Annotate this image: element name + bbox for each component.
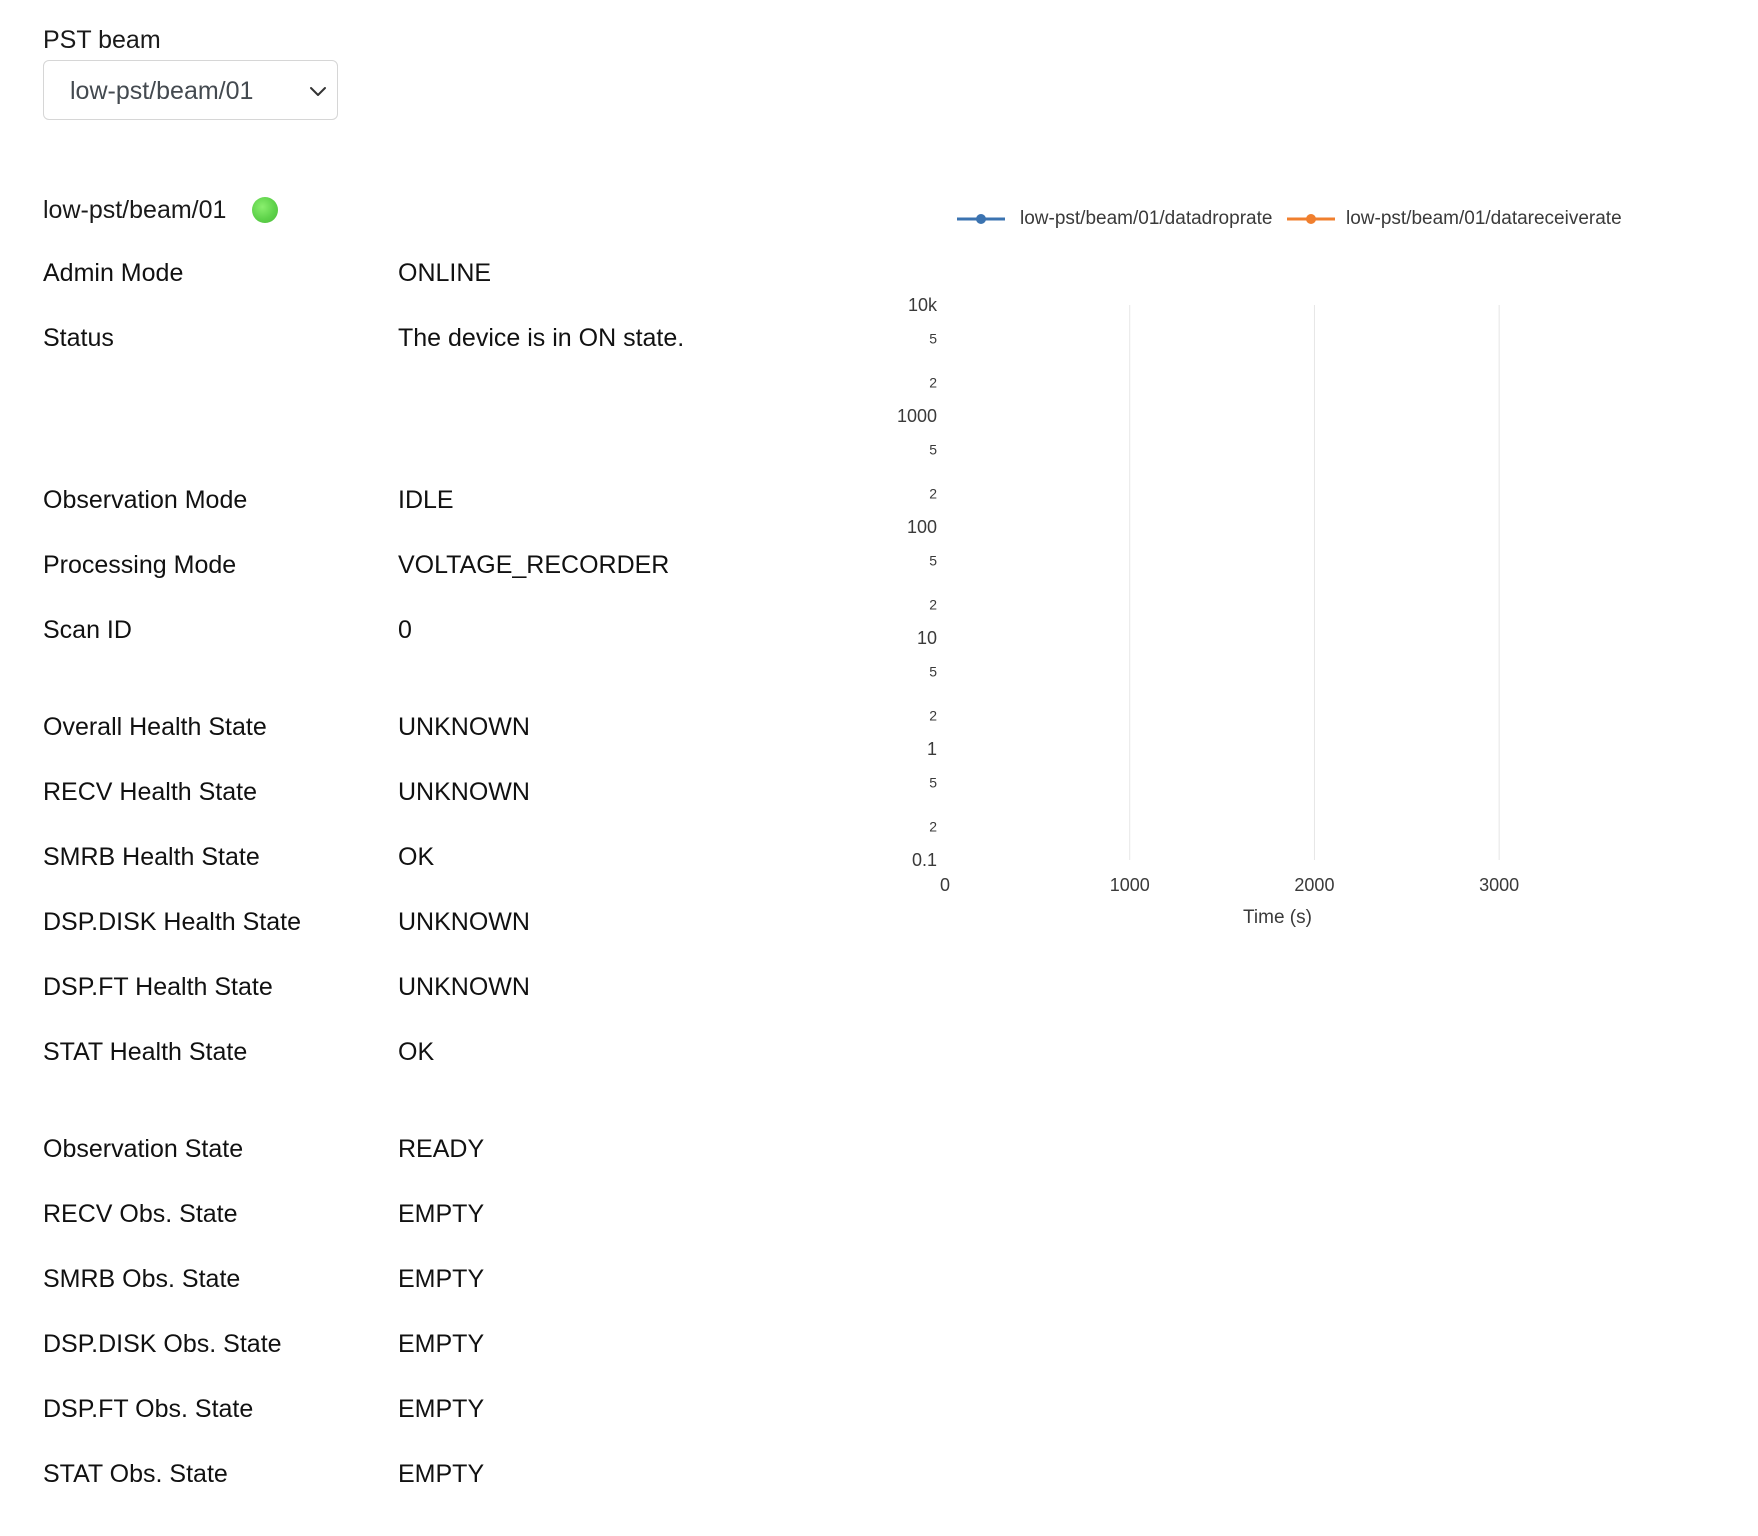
y-minor-tick-label: 2 (929, 485, 937, 502)
y-minor-tick-label: 5 (929, 774, 937, 791)
y-tick-label: 1 (926, 739, 937, 759)
attribute-label: STAT Health State (43, 1038, 248, 1066)
y-tick-label: 100 (906, 517, 937, 537)
attribute-label: SMRB Obs. State (43, 1265, 241, 1293)
y-minor-tick-label: 2 (929, 374, 937, 391)
y-minor-tick-label: 5 (929, 663, 937, 680)
attribute-value: EMPTY (398, 1460, 485, 1488)
device-title: low-pst/beam/01 (43, 196, 227, 224)
legend-swatch-datadroprate (955, 206, 1007, 232)
x-tick-label: 2000 (1294, 875, 1335, 895)
attribute-label: Scan ID (43, 616, 132, 644)
attribute-label: Admin Mode (43, 259, 184, 287)
y-minor-tick-label: 5 (929, 552, 937, 569)
attribute-label: DSP.FT Health State (43, 973, 273, 1001)
attribute-value: 0 (398, 616, 412, 644)
legend-swatch-datareceiverate (1285, 206, 1337, 232)
attribute-label: Status (43, 324, 114, 352)
y-tick-label: 10 (916, 628, 937, 648)
attribute-label: DSP.DISK Obs. State (43, 1330, 282, 1358)
attribute-value: UNKNOWN (398, 713, 530, 741)
pst-beam-selector-label: PST beam (43, 26, 161, 54)
attribute-label: RECV Health State (43, 778, 257, 806)
attribute-value: UNKNOWN (398, 973, 530, 1001)
attribute-value: READY (398, 1135, 485, 1163)
x-tick-label: 3000 (1479, 875, 1520, 895)
attribute-value: EMPTY (398, 1200, 485, 1228)
attribute-value: EMPTY (398, 1265, 485, 1293)
attribute-label: Overall Health State (43, 713, 267, 741)
pst-beam-select-value: low-pst/beam/01 (70, 77, 254, 105)
y-minor-tick-label: 2 (929, 818, 937, 835)
x-tick-label: 0 (939, 875, 951, 895)
attribute-value: EMPTY (398, 1395, 485, 1423)
attribute-value: ONLINE (398, 259, 492, 287)
time-series-chart (880, 280, 1660, 930)
attribute-label: SMRB Health State (43, 843, 260, 871)
attribute-value: UNKNOWN (398, 778, 530, 806)
y-tick-label: 1000 (896, 406, 937, 426)
device-status-indicator (252, 197, 278, 223)
y-minor-tick-label: 2 (929, 707, 937, 724)
chevron-down-icon (307, 80, 329, 102)
attribute-label: Observation Mode (43, 486, 248, 514)
attribute-value: IDLE (398, 486, 454, 514)
attribute-label: RECV Obs. State (43, 1200, 238, 1228)
attribute-value: OK (398, 843, 435, 871)
attribute-value: The device is in ON state. (398, 324, 685, 352)
attribute-label: Observation State (43, 1135, 244, 1163)
y-tick-label: 0.1 (911, 850, 937, 870)
attribute-value: EMPTY (398, 1330, 485, 1358)
attribute-value: OK (398, 1038, 435, 1066)
y-tick-label: 10k (907, 295, 937, 315)
attribute-label: DSP.DISK Health State (43, 908, 302, 936)
y-minor-tick-label: 2 (929, 596, 937, 613)
attribute-label: STAT Obs. State (43, 1460, 228, 1488)
x-tick-label: 1000 (1109, 875, 1150, 895)
x-axis-title: Time (s) (1243, 907, 1312, 928)
y-minor-tick-label: 5 (929, 330, 937, 347)
legend-label: low-pst/beam/01/datareceiverate (1346, 208, 1622, 229)
attribute-label: Processing Mode (43, 551, 237, 579)
attribute-label: DSP.FT Obs. State (43, 1395, 254, 1423)
attribute-value: VOLTAGE_RECORDER (398, 551, 670, 579)
attribute-value: UNKNOWN (398, 908, 530, 936)
legend-label: low-pst/beam/01/datadroprate (1020, 208, 1273, 229)
pst-beam-select[interactable] (43, 60, 338, 120)
y-minor-tick-label: 5 (929, 441, 937, 458)
